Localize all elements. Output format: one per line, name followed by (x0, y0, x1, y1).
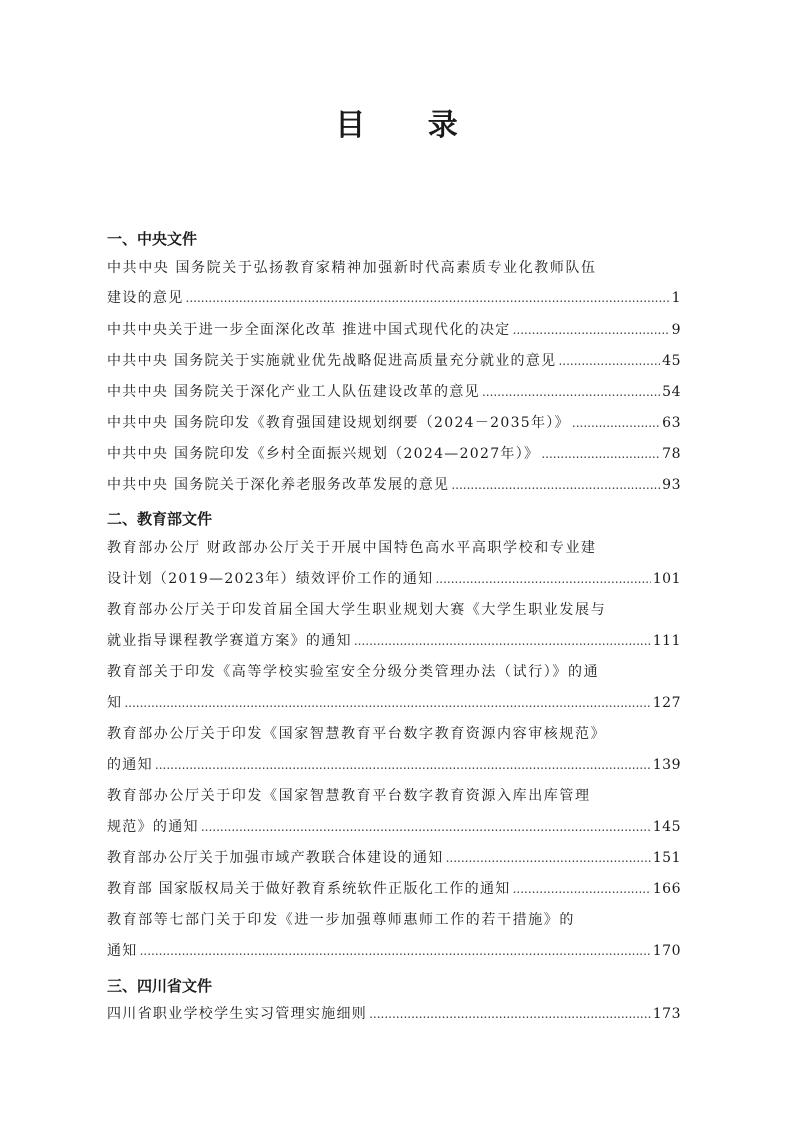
toc-entry[interactable] (107, 941, 681, 961)
section-heading: 三、四川省文件 (107, 977, 213, 995)
dot-leader (354, 631, 651, 651)
toc-entry[interactable] (107, 413, 681, 433)
toc-page-number: 151 (652, 850, 681, 866)
toc-entry-title: 教育部 国家版权局关于做好教育系统软件正版化工作的通知 (107, 881, 511, 897)
toc-entry-line[interactable]: 教育部办公厅关于印发首届全国大学生职业规划大赛《大学生职业发展与 (107, 602, 607, 618)
dot-leader (541, 444, 660, 464)
section-heading: 一、中央文件 (107, 230, 198, 248)
toc-page-number: 9 (671, 322, 681, 338)
dot-leader (201, 817, 651, 837)
dot-leader (451, 475, 660, 495)
toc-entry-title: 教育部办公厅关于加强市域产教联合体建设的通知 (107, 850, 444, 866)
toc-entry-title: 中共中央关于进一步全面深化改革 推进中国式现代化的决定 (107, 322, 511, 338)
toc-entry-title: 就业指导课程教学赛道方案》的通知 (107, 633, 352, 649)
toc-entry[interactable] (107, 351, 681, 371)
toc-entry[interactable] (107, 475, 681, 495)
dot-leader (446, 848, 651, 868)
dot-leader (186, 288, 670, 308)
toc-entry-title: 知 (107, 695, 123, 711)
dot-leader (124, 693, 650, 713)
toc-page-number: 111 (652, 633, 681, 649)
toc-entry[interactable] (107, 631, 681, 651)
toc-entry[interactable] (107, 569, 681, 589)
dot-leader (369, 1004, 651, 1024)
page-title: 目 录 (335, 108, 484, 143)
toc-page-number: 173 (652, 1006, 681, 1022)
toc-entry[interactable] (107, 444, 681, 464)
toc-page-number: 1 (671, 290, 681, 306)
toc-page-number: 127 (652, 695, 681, 711)
toc-entry-title: 规范》的通知 (107, 819, 199, 835)
toc-page-number: 54 (662, 384, 681, 400)
dot-leader (435, 569, 650, 589)
toc-entry[interactable] (107, 848, 681, 868)
toc-page-number: 101 (652, 571, 681, 587)
toc-page-number: 166 (652, 881, 681, 897)
toc-entry[interactable] (107, 320, 681, 340)
toc-page-number: 45 (662, 353, 681, 369)
toc-entry[interactable] (107, 1004, 681, 1024)
toc-entry-title: 建设的意见 (107, 290, 184, 306)
toc-entry-line[interactable]: 教育部等七部门关于印发《进一步加强尊师惠师工作的若干措施》的 (107, 912, 575, 928)
toc-page-number: 170 (652, 943, 681, 959)
toc-entry-line[interactable]: 教育部办公厅 财政部办公厅关于开展中国特色高水平高职学校和专业建 (107, 540, 597, 556)
toc-entry-title: 中共中央 国务院关于实施就业优先战略促进高质量充分就业的意见 (107, 353, 557, 369)
toc-entry-title: 通知 (107, 943, 138, 959)
toc-entry-line[interactable]: 教育部关于印发《高等学校实验室安全分级分类管理办法（试行）》的通 (107, 664, 600, 680)
dot-leader (482, 382, 660, 402)
toc-page-number: 63 (662, 415, 681, 431)
toc-page-number: 139 (652, 757, 681, 773)
toc-entry[interactable] (107, 879, 681, 899)
dot-leader (572, 413, 660, 433)
dot-leader (558, 351, 660, 371)
toc-page-number: 78 (662, 446, 681, 462)
toc-entry-title: 中共中央 国务院关于深化产业工人队伍建设改革的意见 (107, 384, 480, 400)
toc-entry[interactable] (107, 755, 681, 775)
toc-entry[interactable] (107, 817, 681, 837)
toc-page-number: 93 (662, 477, 681, 493)
toc-entry[interactable] (107, 693, 681, 713)
toc-entry-title: 的通知 (107, 757, 153, 773)
toc-entry[interactable] (107, 382, 681, 402)
dot-leader (155, 755, 651, 775)
toc-entry-title: 中共中央 国务院关于深化养老服务改革发展的意见 (107, 477, 450, 493)
toc-page-number: 145 (652, 819, 681, 835)
toc-entry-line[interactable]: 教育部办公厅关于印发《国家智慧教育平台数字教育资源入库出库管理 (107, 788, 591, 804)
toc-entry[interactable] (107, 288, 681, 308)
dot-leader (140, 941, 651, 961)
toc-entry-title: 中共中央 国务院印发《乡村全面振兴规划（2024—2027年）》 (107, 446, 540, 462)
toc-entry-line[interactable]: 教育部办公厅关于印发《国家智慧教育平台数字教育资源内容审核规范》 (107, 726, 607, 742)
toc-entry-title: 设计划（2019—2023年）绩效评价工作的通知 (107, 571, 434, 587)
dot-leader (513, 879, 651, 899)
section-heading: 二、教育部文件 (107, 510, 213, 528)
toc-entry-line[interactable]: 中共中央 国务院关于弘扬教育家精神加强新时代高素质专业化教师队伍 (107, 260, 597, 276)
toc-entry-title: 四川省职业学校学生实习管理实施细则 (107, 1006, 368, 1022)
dot-leader (513, 320, 670, 340)
toc-entry-title: 中共中央 国务院印发《教育强国建设规划纲要（2024－2035年）》 (107, 415, 570, 431)
